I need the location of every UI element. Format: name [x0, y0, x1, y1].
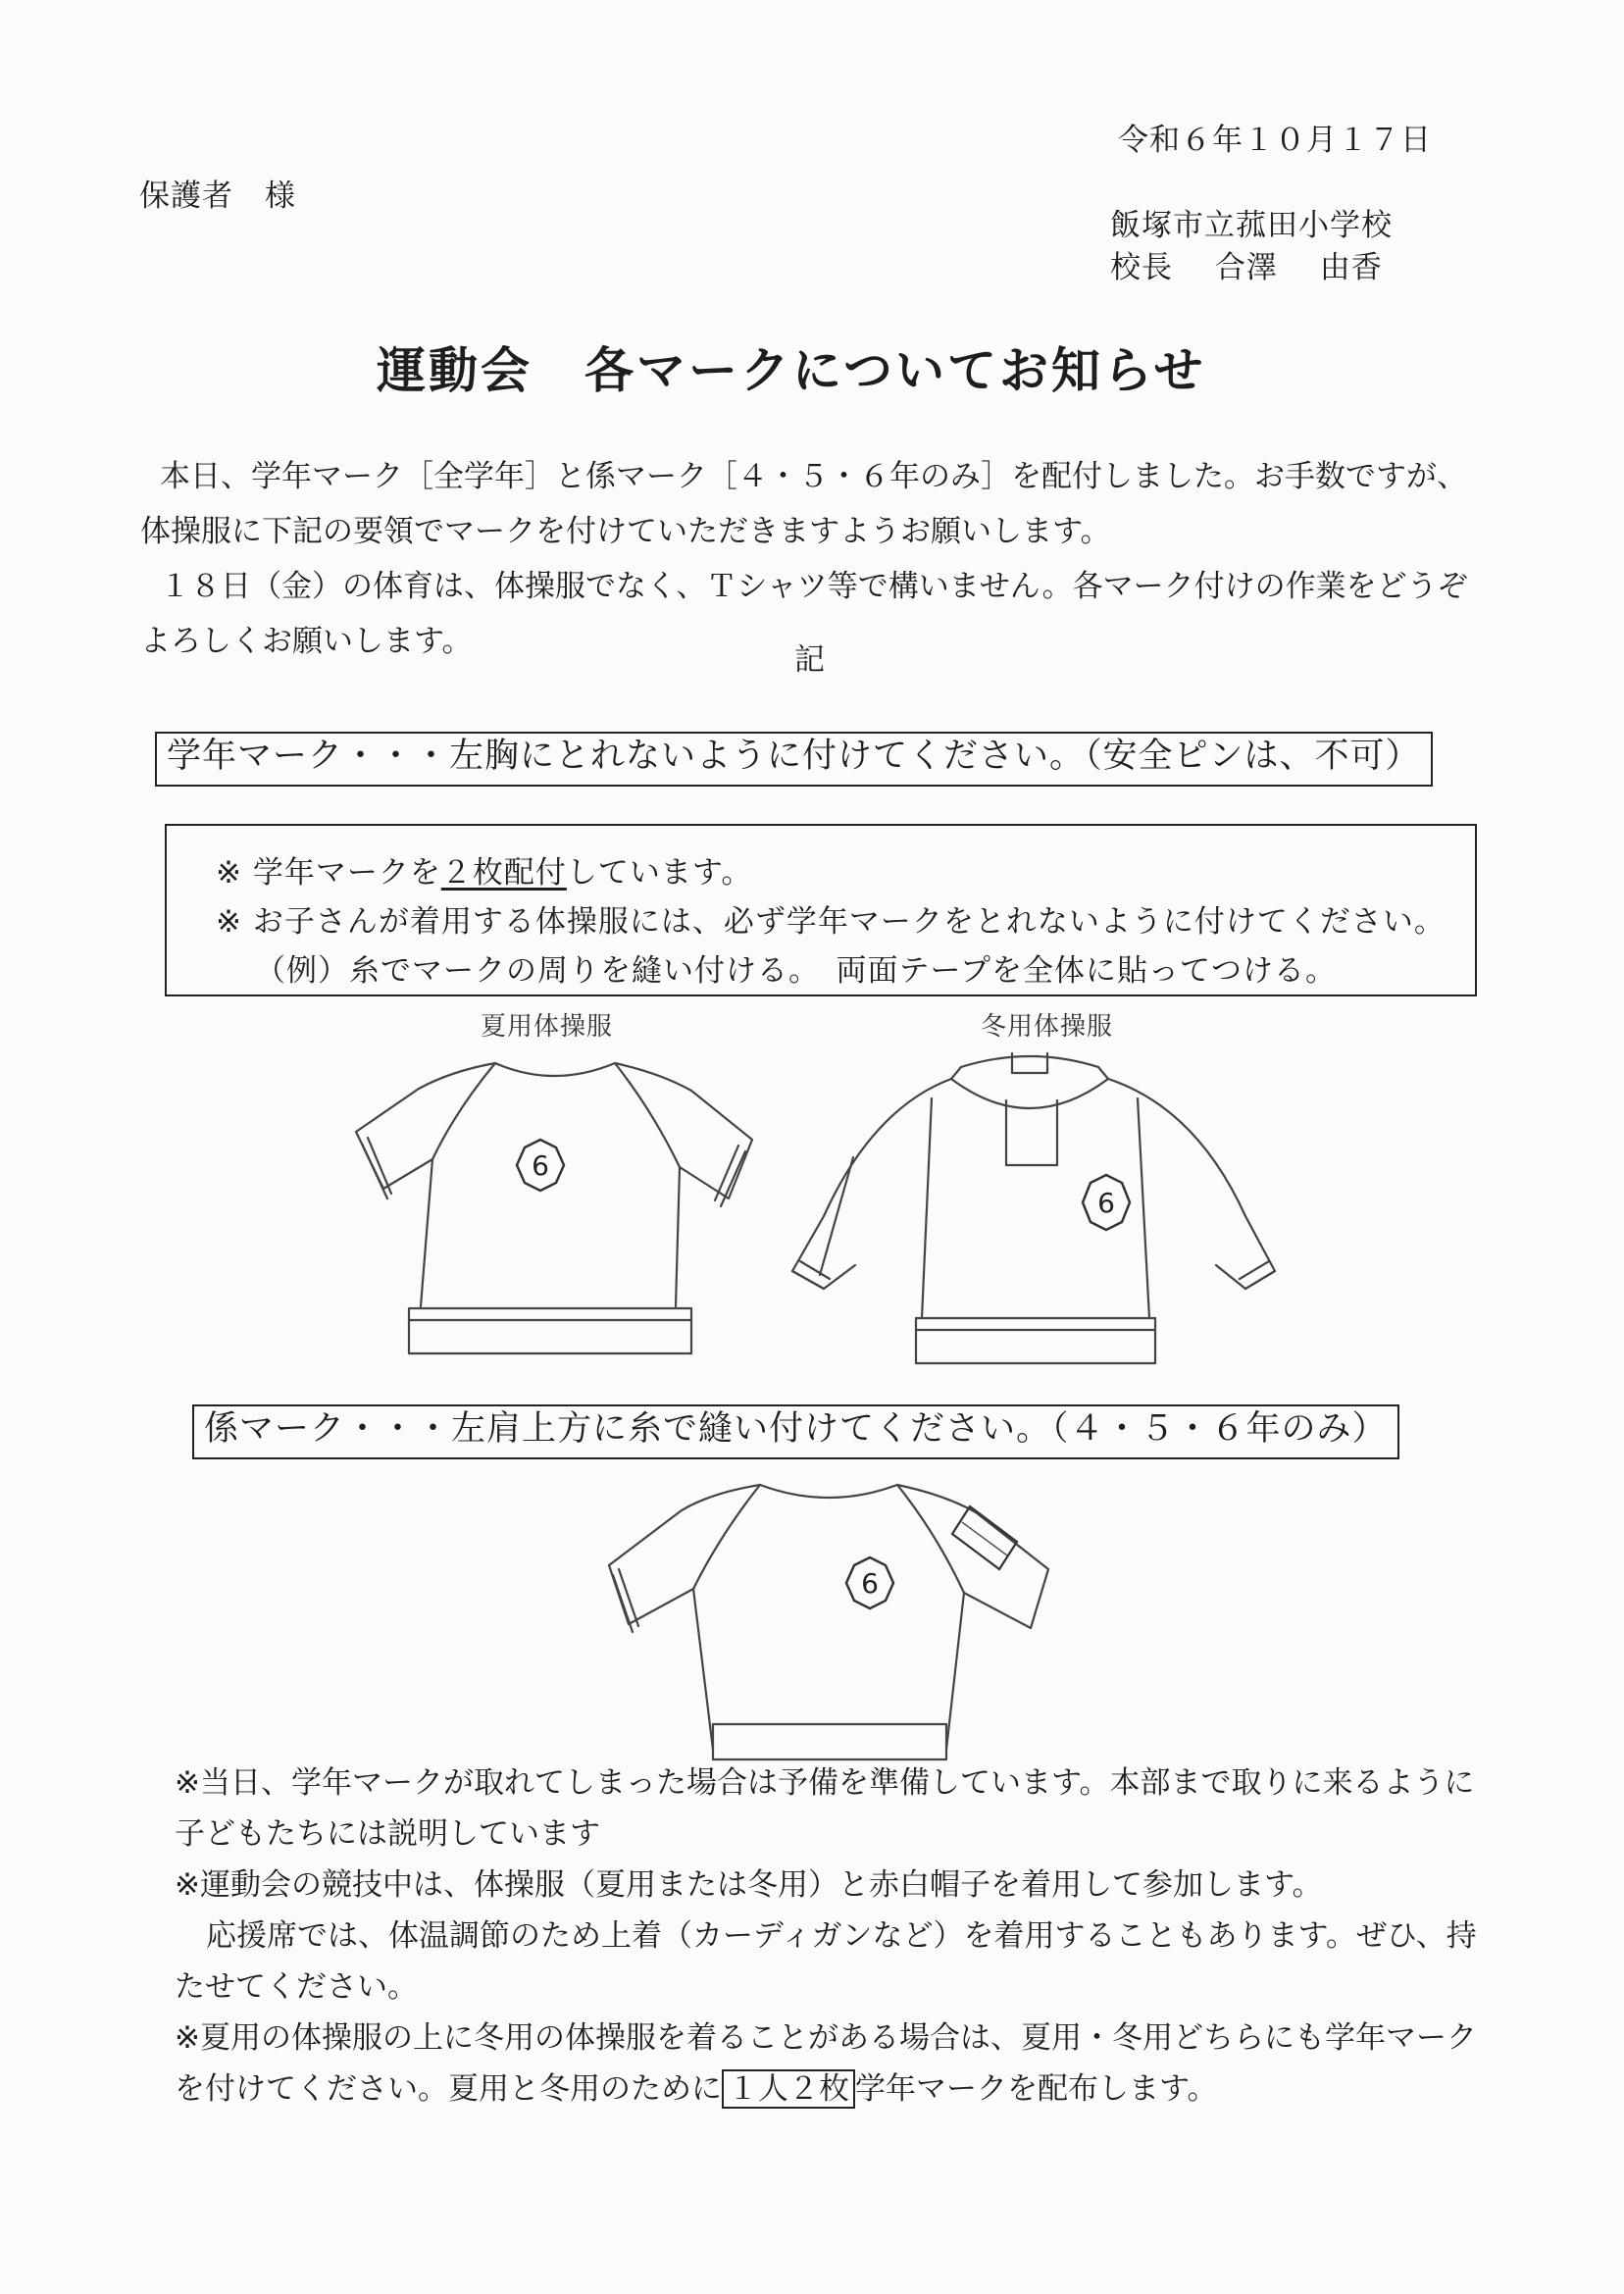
role-badge-number: 6 [861, 1567, 879, 1600]
note3-prefix: ※夏用の体操服の上に冬用の体操服を着ることがある場合は、夏用・冬用どちらにも学年マークを付けてください。夏用と冬用のために [175, 2020, 1477, 2107]
addressee: 保護者 様 [139, 178, 296, 214]
summer-badge [517, 1140, 564, 1191]
ki-marker: 記 [794, 642, 826, 678]
note-cheering-seat: 応援席では、体温調節のため上着（カーディガンなど）を着用することもあります。ぜひ、持たせてください。 [175, 1918, 1477, 2005]
role-badge-grade-mark [846, 1557, 893, 1608]
summer-uniform-label: 夏用体操服 [481, 1012, 614, 1042]
intro-paragraph-1: 本日、学年マーク［全学年］と係マーク［４・５・６年のみ］を配付しました。お手数ですが、体操服に下記の要領でマークを付けていただきますようお願いします。 [140, 459, 1467, 549]
summer-shirt-illustration [348, 1042, 760, 1361]
winter-uniform-label: 冬用体操服 [981, 1012, 1114, 1042]
note-line-2: ※ お子さんが着用する体操服には、必ず学年マークをとれないように付けてください。 [216, 904, 1446, 940]
section1-heading: 学年マーク・・・左胸にとれないように付けてください。（安全ピンは、不可） [155, 732, 1433, 787]
note-example: （例）糸でマークの周りを縫い付ける。 両面テープを全体に貼ってつける。 [255, 953, 1337, 989]
note3-suffix: 学年マークを配布します。 [855, 2071, 1218, 2107]
summer-badge-number: 6 [532, 1149, 549, 1182]
intro [140, 449, 1486, 669]
principal-name: 校長 合澤 由香 [1110, 250, 1383, 285]
note1-prefix: ※ 学年マークを [216, 855, 441, 891]
note-uniform-during-event: ※運動会の競技中は、体操服（夏用または冬用）と赤白帽子を着用して参加します。 [175, 1867, 1323, 1903]
date: 令和６年１０月１７日 [1118, 123, 1432, 158]
intro-paragraph-2: １８日（金）の体育は、体操服でなく、Ｔシャツ等で構いません。各マーク付けの作業をどうぞよろしくお願いします。 [140, 569, 1468, 659]
school-name: 飯塚市立菰田小学校 [1110, 208, 1393, 243]
note-layered-uniform [175, 2013, 1489, 2115]
bottom-notes [175, 1758, 1489, 2115]
note1-emphasis: ２枚配付 [440, 855, 567, 891]
winter-badge-number: 6 [1097, 1187, 1115, 1219]
winter-shirt-illustration [785, 1040, 1294, 1375]
note-spare-marks: ※当日、学年マークが取れてしまった場合は予備を準備しています。本部まで取りに来るように子どもたちには説明しています [175, 1765, 1475, 1852]
section1-note-box [165, 824, 1477, 996]
note1-suffix: しています。 [566, 855, 753, 891]
page-title: 運動会 各マークについてお知らせ [377, 342, 1206, 399]
note3-boxed: １人２枚 [722, 2069, 855, 2109]
winter-badge [1083, 1175, 1130, 1230]
note-line-1 [216, 847, 752, 892]
section2-heading: 係マーク・・・左肩上方に糸で縫い付けてください。（４・５・６年のみ） [192, 1404, 1399, 1459]
role-badge-shirt-illustration [603, 1471, 1054, 1765]
